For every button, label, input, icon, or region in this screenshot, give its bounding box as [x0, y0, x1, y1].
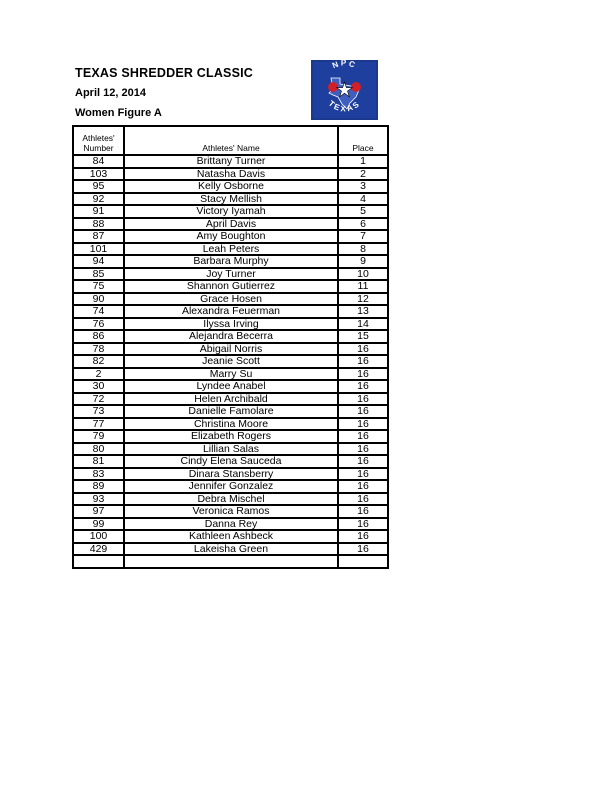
athlete-number-cell: 82 — [73, 355, 124, 368]
athlete-name-cell: Debra Mischel — [124, 493, 338, 506]
table-row — [73, 180, 388, 193]
logo-top-text: NPC — [330, 60, 359, 71]
place-cell: 14 — [338, 318, 388, 331]
place-cell: 16 — [338, 505, 388, 518]
athlete-name-cell: Lakeisha Green — [124, 543, 338, 556]
table-row — [73, 418, 388, 431]
place-cell: 16 — [338, 393, 388, 406]
place-cell: 10 — [338, 268, 388, 281]
athlete-number-cell: 79 — [73, 430, 124, 443]
place-cell: 5 — [338, 205, 388, 218]
table-row — [73, 330, 388, 343]
place-cell: 2 — [338, 168, 388, 181]
athlete-number-cell: 87 — [73, 230, 124, 243]
athlete-number-cell: 89 — [73, 480, 124, 493]
athlete-name-cell: Kathleen Ashbeck — [124, 530, 338, 543]
place-cell: 16 — [338, 355, 388, 368]
athlete-number-cell: 81 — [73, 455, 124, 468]
athlete-number-cell: 91 — [73, 205, 124, 218]
table-row — [73, 218, 388, 231]
place-cell: 16 — [338, 493, 388, 506]
table-row — [73, 305, 388, 318]
place-cell: 16 — [338, 343, 388, 356]
empty-row — [73, 555, 388, 568]
table-row — [73, 430, 388, 443]
athlete-number-cell: 76 — [73, 318, 124, 331]
athlete-number-cell: 75 — [73, 280, 124, 293]
table-row — [73, 480, 388, 493]
header-number-line1: Athletes' — [82, 133, 115, 143]
athlete-name-cell: Veronica Ramos — [124, 505, 338, 518]
athlete-name-cell: Stacy Mellish — [124, 193, 338, 206]
npc-texas-logo — [311, 60, 378, 120]
athlete-number-cell: 99 — [73, 518, 124, 531]
empty-cell — [73, 555, 124, 568]
athlete-number-cell: 83 — [73, 468, 124, 481]
table-row — [73, 443, 388, 456]
place-cell: 13 — [338, 305, 388, 318]
table-row — [73, 293, 388, 306]
athlete-name-cell: Brittany Turner — [124, 155, 338, 168]
athlete-name-cell: Danna Rey — [124, 518, 338, 531]
athlete-name-cell: Grace Hosen — [124, 293, 338, 306]
empty-cell — [338, 555, 388, 568]
table-row — [73, 518, 388, 531]
athlete-number-cell: 77 — [73, 418, 124, 431]
athlete-number-cell: 74 — [73, 305, 124, 318]
place-cell: 11 — [338, 280, 388, 293]
empty-cell — [124, 555, 338, 568]
athlete-name-cell: Joy Turner — [124, 268, 338, 281]
table-row — [73, 193, 388, 206]
athlete-name-cell: Helen Archibald — [124, 393, 338, 406]
athlete-number-cell: 78 — [73, 343, 124, 356]
athlete-number-cell: 85 — [73, 268, 124, 281]
place-cell: 7 — [338, 230, 388, 243]
table-row — [73, 205, 388, 218]
logo-bottom-text: TEXAS — [326, 98, 363, 114]
event-title: TEXAS SHREDDER CLASSIC — [75, 66, 254, 80]
athlete-name-cell: Shannon Gutierrez — [124, 280, 338, 293]
place-cell: 6 — [338, 218, 388, 231]
athlete-name-cell: Jeanie Scott — [124, 355, 338, 368]
table-row — [73, 468, 388, 481]
place-cell: 16 — [338, 455, 388, 468]
place-cell: 3 — [338, 180, 388, 193]
table-row — [73, 268, 388, 281]
table-row — [73, 368, 388, 381]
place-cell: 16 — [338, 368, 388, 381]
header-number-line2: Number — [83, 143, 114, 153]
place-cell: 12 — [338, 293, 388, 306]
table-row — [73, 405, 388, 418]
athlete-name-cell: Elizabeth Rogers — [124, 430, 338, 443]
table-row — [73, 543, 388, 556]
athlete-name-cell: Christina Moore — [124, 418, 338, 431]
table-row — [73, 255, 388, 268]
athlete-number-cell: 100 — [73, 530, 124, 543]
athlete-name-cell: Lillian Salas — [124, 443, 338, 456]
athlete-name-cell: Lyndee Anabel — [124, 380, 338, 393]
athlete-name-cell: Alexandra Feuerman — [124, 305, 338, 318]
place-cell: 8 — [338, 243, 388, 256]
document-header — [75, 66, 253, 120]
table-row — [73, 155, 388, 168]
table-row — [73, 243, 388, 256]
athlete-number-cell: 84 — [73, 155, 124, 168]
table-row — [73, 230, 388, 243]
athlete-number-cell: 97 — [73, 505, 124, 518]
athlete-number-cell: 95 — [73, 180, 124, 193]
place-cell: 16 — [338, 430, 388, 443]
place-cell: 9 — [338, 255, 388, 268]
athlete-name-cell: Ilyssa Irving — [124, 318, 338, 331]
athlete-number-cell: 88 — [73, 218, 124, 231]
header-place: Place — [338, 126, 388, 155]
athlete-number-cell: 429 — [73, 543, 124, 556]
place-cell: 16 — [338, 418, 388, 431]
athlete-number-cell: 73 — [73, 405, 124, 418]
place-cell: 1 — [338, 155, 388, 168]
header-athlete-name: Athletes' Name — [124, 126, 338, 155]
table-header-row — [73, 126, 388, 155]
athlete-name-cell: Jennifer Gonzalez — [124, 480, 338, 493]
athlete-name-cell: Natasha Davis — [124, 168, 338, 181]
table-row — [73, 318, 388, 331]
table-row — [73, 355, 388, 368]
table-row — [73, 530, 388, 543]
athlete-name-cell: Dinara Stansberry — [124, 468, 338, 481]
table-row — [73, 380, 388, 393]
place-cell: 16 — [338, 405, 388, 418]
table-row — [73, 493, 388, 506]
athlete-name-cell: Alejandra Becerra — [124, 330, 338, 343]
event-date: April 12, 2014 — [75, 87, 146, 99]
athlete-number-cell: 30 — [73, 380, 124, 393]
athlete-name-cell: Barbara Murphy — [124, 255, 338, 268]
athlete-name-cell: Victory Iyamah — [124, 205, 338, 218]
place-cell: 16 — [338, 468, 388, 481]
table-row — [73, 280, 388, 293]
table-row — [73, 455, 388, 468]
athlete-name-cell: Marry Su — [124, 368, 338, 381]
athlete-number-cell: 103 — [73, 168, 124, 181]
athlete-number-cell: 92 — [73, 193, 124, 206]
table-row — [73, 168, 388, 181]
athlete-name-cell: Kelly Osborne — [124, 180, 338, 193]
competition-class: Women Figure A — [75, 107, 162, 119]
athlete-number-cell: 2 — [73, 368, 124, 381]
athlete-number-cell: 72 — [73, 393, 124, 406]
place-cell: 16 — [338, 518, 388, 531]
results-table — [72, 125, 389, 569]
athlete-number-cell: 93 — [73, 493, 124, 506]
athlete-number-cell: 86 — [73, 330, 124, 343]
table-row — [73, 393, 388, 406]
place-cell: 16 — [338, 530, 388, 543]
athlete-number-cell: 101 — [73, 243, 124, 256]
place-cell: 16 — [338, 543, 388, 556]
athlete-number-cell: 94 — [73, 255, 124, 268]
athlete-name-cell: Leah Peters — [124, 243, 338, 256]
athlete-name-cell: April Davis — [124, 218, 338, 231]
athlete-name-cell: Amy Boughton — [124, 230, 338, 243]
athlete-number-cell: 80 — [73, 443, 124, 456]
results-body — [73, 155, 388, 568]
athlete-name-cell: Abigail Norris — [124, 343, 338, 356]
place-cell: 16 — [338, 443, 388, 456]
athlete-name-cell: Cindy Elena Sauceda — [124, 455, 338, 468]
place-cell: 16 — [338, 480, 388, 493]
athlete-number-cell: 90 — [73, 293, 124, 306]
header-athlete-number — [73, 126, 124, 155]
table-row — [73, 505, 388, 518]
athlete-name-cell: Danielle Famolare — [124, 405, 338, 418]
place-cell: 16 — [338, 380, 388, 393]
table-row — [73, 343, 388, 356]
place-cell: 4 — [338, 193, 388, 206]
place-cell: 15 — [338, 330, 388, 343]
